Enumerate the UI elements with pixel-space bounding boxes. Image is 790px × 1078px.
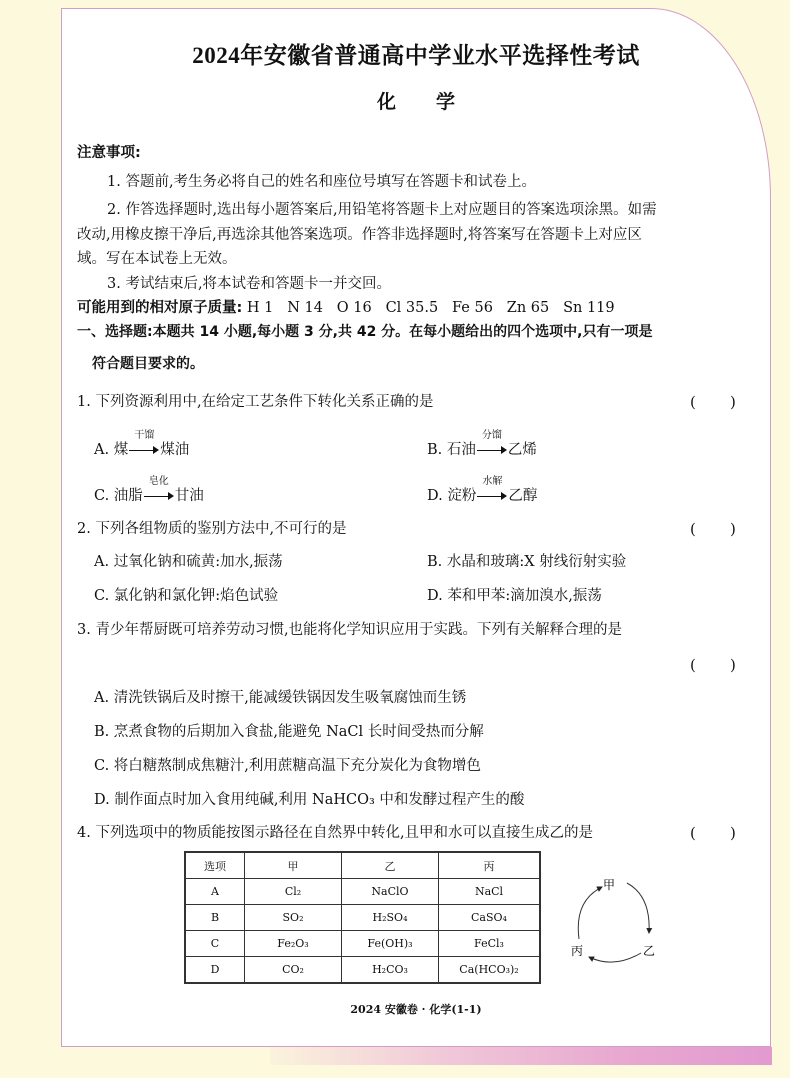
page-footer: 2024 安徽卷 · 化学(1-1) (350, 1003, 482, 1016)
exam-title: 2024年安徽省普通高中学业水平选择性考试 (192, 43, 640, 68)
section-heading-cont: 符合题目要求的。 (92, 356, 204, 372)
reaction-arrow-icon: 干馏 (129, 443, 159, 457)
reaction-arrow-icon: 皂化 (144, 489, 174, 503)
table-cell: Cl₂ (245, 879, 342, 905)
table-row (185, 931, 540, 957)
question-3-stem: 3. 青少年帮厨既可培养劳动习惯,也能将化学知识应用于实践。下列有关解释合理的是 (77, 622, 623, 638)
reaction-arrow-icon: 分馏 (477, 443, 507, 457)
question-4-table (184, 851, 541, 984)
table-cell: H₂SO₄ (342, 905, 439, 931)
question-3-option-d: D. 制作面点时加入食用纯碱,利用 NaHCO₃ 中和发酵过程产生的酸 (94, 792, 525, 808)
table-header-cell: 乙 (342, 852, 439, 879)
atomic-masses-label: 可能用到的相对原子质量: (77, 300, 243, 316)
cycle-arrow-icon (589, 953, 641, 962)
question-4-stem: 4. 下列选项中的物质能按图示路径在自然界中转化,且甲和水可以直接生成乙的是 (77, 825, 594, 841)
table-cell: B (185, 905, 245, 931)
cycle-node-left: 丙 (570, 944, 584, 958)
table-row (185, 905, 540, 931)
table-cell: H₂CO₃ (342, 957, 439, 984)
cycle-arrow-icon (578, 887, 602, 939)
question-3-option-b: B. 烹煮食物的后期加入食盐,能避免 NaCl 长时间受热而分解 (94, 724, 484, 740)
notice-item-1: 1. 答题前,考生务必将自己的姓名和座位号填写在答题卡和试卷上。 (107, 174, 537, 190)
cycle-arrow-icon (627, 883, 649, 933)
table-cell: CO₂ (245, 957, 342, 984)
reaction-arrow-icon: 水解 (477, 489, 507, 503)
table-cell: CaSO₄ (439, 905, 541, 931)
question-1-option-a: A. 煤 干馏 煤油 (94, 430, 190, 458)
notice-item-3: 3. 考试结束后,将本试卷和答题卡一并交回。 (107, 276, 392, 292)
table-cell: Ca(HCO₃)₂ (439, 957, 541, 984)
table-cell: NaClO (342, 879, 439, 905)
exam-page (61, 8, 771, 1047)
answer-blank-2[interactable]: ( ) (690, 520, 736, 538)
answer-blank-4[interactable]: ( ) (690, 824, 736, 842)
page-shadow-strip (270, 1047, 772, 1065)
conversion-cycle-diagram (569, 871, 659, 971)
question-1-option-b: B. 石油 分馏 乙烯 (427, 430, 537, 458)
question-3-option-c: C. 将白糖熬制成焦糖汁,利用蔗糖高温下充分炭化为食物增色 (94, 758, 481, 774)
table-cell: SO₂ (245, 905, 342, 931)
table-row (185, 957, 540, 984)
table-header-cell: 选项 (185, 852, 245, 879)
table-cell: A (185, 879, 245, 905)
table-header-cell: 丙 (439, 852, 541, 879)
notice-heading: 注意事项: (77, 145, 141, 161)
question-1-option-c: C. 油脂 皂化 甘油 (94, 476, 204, 504)
question-1-option-d: D. 淀粉 水解 乙醇 (427, 476, 538, 504)
notice-item-2-cont2: 域。写在本试卷上无效。 (77, 251, 237, 267)
table-cell: Fe₂O₃ (245, 931, 342, 957)
notice-item-2-cont: 改动,用橡皮擦干净后,再选涂其他答案选项。作答非选择题时,将答案写在答题卡上对应区 (77, 227, 642, 243)
answer-blank-1[interactable]: ( ) (690, 393, 736, 411)
question-2-option-c: C. 氯化钠和氯化钾:焰色试验 (94, 588, 279, 604)
atomic-masses-values: H 1 N 14 O 16 Cl 35.5 Fe 56 Zn 65 Sn 119 (246, 300, 615, 316)
table-cell: Fe(OH)₃ (342, 931, 439, 957)
table-cell: NaCl (439, 879, 541, 905)
table-cell: D (185, 957, 245, 984)
table-header-row (185, 852, 540, 879)
notice-item-2: 2. 作答选择题时,选出每小题答案后,用铅笔将答题卡上对应题目的答案选项涂黑。如需 (107, 202, 657, 218)
question-2-option-b: B. 水晶和玻璃:X 射线衍射实验 (427, 554, 627, 570)
question-1-stem: 1. 下列资源利用中,在给定工艺条件下转化关系正确的是 (77, 394, 434, 410)
cycle-node-top: 甲 (602, 878, 616, 892)
cycle-node-right: 乙 (642, 944, 656, 958)
question-2-stem: 2. 下列各组物质的鉴别方法中,不可行的是 (77, 521, 347, 537)
question-3-option-a: A. 清洗铁锅后及时擦干,能减缓铁锅因发生吸氧腐蚀而生锈 (94, 690, 467, 706)
section-heading: 一、选择题:本题共 14 小题,每小题 3 分,共 42 分。在每小题给出的四个选项中,只有一项是 (77, 324, 653, 340)
atomic-masses (77, 297, 615, 320)
table-cell: C (185, 931, 245, 957)
answer-blank-3[interactable]: ( ) (690, 656, 736, 674)
question-2-option-a: A. 过氧化钠和硫黄:加水,振荡 (94, 554, 283, 570)
exam-subject: 化学 (376, 91, 495, 113)
question-2-option-d: D. 苯和甲苯:滴加溴水,振荡 (427, 588, 602, 604)
table-row (185, 879, 540, 905)
table-cell: FeCl₃ (439, 931, 541, 957)
table-header-cell: 甲 (245, 852, 342, 879)
